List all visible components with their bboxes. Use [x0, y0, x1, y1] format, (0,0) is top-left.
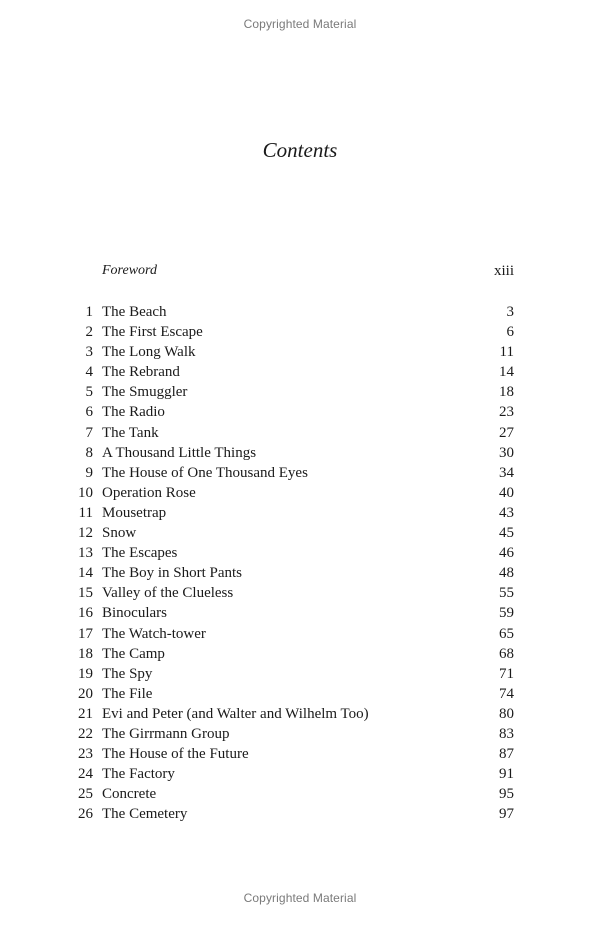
page-title: Contents	[262, 138, 338, 162]
toc-chapter-row[interactable]	[70, 443, 514, 463]
chapter-page-number: 97	[499, 806, 514, 823]
chapter-number: 9	[85, 464, 93, 481]
chapter-title: Concrete	[102, 786, 157, 803]
chapter-title: Binoculars	[102, 605, 167, 622]
chapter-page-number: 65	[499, 625, 514, 642]
chapter-title: The House of the Future	[102, 746, 249, 763]
chapter-number: 7	[85, 424, 93, 441]
chapter-title: The Spy	[102, 665, 153, 682]
toc-chapter-row[interactable]	[70, 724, 514, 744]
foreword-label: Foreword	[102, 263, 157, 278]
chapter-number: 11	[78, 504, 93, 521]
chapter-number: 20	[78, 685, 93, 702]
toc-chapter-row[interactable]	[70, 583, 514, 603]
chapter-page-number: 68	[499, 645, 514, 662]
chapter-title: The Beach	[102, 304, 167, 320]
toc-chapter-row[interactable]	[70, 744, 514, 764]
chapter-title: Mousetrap	[102, 504, 167, 521]
chapter-page-number: 80	[499, 705, 514, 722]
chapter-title: The File	[102, 685, 153, 702]
toc-chapter-row[interactable]	[70, 503, 514, 523]
chapter-title: The Cemetery	[102, 806, 188, 823]
chapter-page-number: 74	[499, 685, 514, 702]
chapter-page-number: 71	[499, 665, 514, 682]
toc-chapter-row[interactable]	[70, 543, 514, 563]
copyright-watermark-bottom: Copyrighted Material	[243, 891, 357, 905]
chapter-number: 21	[78, 705, 93, 722]
toc-chapter-row[interactable]	[70, 322, 514, 342]
chapter-number: 10	[78, 484, 93, 501]
chapter-number: 13	[78, 545, 93, 562]
chapter-title: The Long Walk	[102, 344, 196, 361]
chapter-number: 17	[78, 625, 93, 642]
chapter-title: Snow	[102, 525, 137, 542]
chapter-title: The Factory	[102, 766, 175, 783]
toc-chapter-row[interactable]	[70, 523, 514, 543]
chapter-page-number: 27	[499, 424, 514, 441]
foreword-entry[interactable]	[102, 263, 514, 283]
chapter-title: The Girrmann Group	[102, 725, 230, 742]
chapter-title: Evi and Peter (and Walter and Wilhelm Too)	[102, 705, 369, 722]
chapter-number: 15	[78, 585, 93, 602]
toc-chapter-row[interactable]	[70, 644, 514, 664]
toc-chapter-row[interactable]	[70, 382, 514, 402]
chapter-page-number: 91	[499, 766, 514, 783]
chapter-page-number: 23	[499, 404, 514, 421]
toc-chapter-row[interactable]	[70, 342, 514, 362]
toc-chapter-row[interactable]	[70, 603, 514, 623]
chapter-page-number: 83	[499, 725, 514, 742]
toc-chapter-row[interactable]	[70, 664, 514, 684]
chapter-number: 26	[78, 806, 93, 823]
chapter-title: The Tank	[102, 424, 159, 441]
chapter-page-number: 46	[499, 545, 514, 562]
chapter-page-number: 87	[499, 746, 514, 763]
toc-chapter-row[interactable]	[70, 362, 514, 382]
chapter-number: 14	[78, 565, 93, 582]
foreword-page-number: xiii	[493, 263, 514, 279]
chapter-page-number: 55	[499, 585, 514, 602]
chapter-page-number: 40	[499, 484, 514, 501]
chapter-page-number: 18	[499, 384, 514, 401]
chapter-title: The Escapes	[102, 545, 178, 562]
chapter-page-number: 45	[499, 525, 514, 542]
chapter-number: 12	[78, 525, 93, 542]
chapter-number: 19	[78, 665, 93, 682]
chapter-page-number: 6	[506, 324, 514, 341]
copyright-watermark-top: Copyrighted Material	[243, 17, 357, 31]
table-of-contents	[70, 302, 514, 824]
chapter-page-number: 43	[499, 504, 514, 521]
chapter-title: The Rebrand	[102, 364, 180, 381]
toc-chapter-row[interactable]	[70, 302, 514, 322]
toc-chapter-row[interactable]	[70, 684, 514, 704]
toc-chapter-row[interactable]	[70, 463, 514, 483]
chapter-page-number: 59	[499, 605, 514, 622]
chapter-number: 4	[85, 364, 93, 381]
chapter-title: Operation Rose	[102, 484, 196, 501]
chapter-number: 6	[85, 404, 93, 421]
toc-chapter-row[interactable]	[70, 704, 514, 724]
chapter-title: The Radio	[102, 404, 165, 421]
chapter-title: A Thousand Little Things	[102, 444, 257, 461]
chapter-page-number: 48	[499, 565, 514, 582]
chapter-page-number: 34	[499, 464, 514, 481]
chapter-page-number: 95	[499, 786, 514, 803]
chapter-number: 3	[85, 344, 93, 361]
chapter-page-number: 30	[499, 444, 514, 461]
chapter-title: Valley of the Clueless	[102, 585, 234, 602]
chapter-number: 2	[85, 324, 93, 341]
chapter-page-number: 11	[499, 344, 514, 361]
chapter-title: The First Escape	[102, 324, 203, 341]
chapter-number: 22	[78, 725, 93, 742]
chapter-title: The Smuggler	[102, 384, 188, 401]
chapter-title: The House of One Thousand Eyes	[102, 464, 308, 481]
chapter-number: 24	[78, 766, 93, 783]
toc-chapter-row[interactable]	[70, 784, 514, 804]
chapter-title: The Camp	[102, 645, 165, 662]
chapter-number: 18	[78, 645, 93, 662]
toc-chapter-row[interactable]	[70, 563, 514, 583]
chapter-number: 16	[78, 605, 93, 622]
chapter-number: 8	[85, 444, 93, 461]
chapter-page-number: 14	[499, 364, 514, 381]
chapter-title: The Boy in Short Pants	[102, 565, 243, 582]
chapter-page-number: 3	[506, 304, 514, 320]
chapter-title: The Watch-tower	[102, 625, 206, 642]
chapter-number: 5	[85, 384, 93, 401]
chapter-number: 25	[78, 786, 93, 803]
toc-chapter-row[interactable]	[70, 423, 514, 443]
toc-chapter-row[interactable]	[70, 402, 514, 422]
toc-chapter-row[interactable]	[70, 764, 514, 784]
chapter-number: 1	[85, 304, 93, 320]
chapter-number: 23	[78, 746, 93, 763]
toc-chapter-row[interactable]	[70, 624, 514, 644]
toc-chapter-row[interactable]	[70, 483, 514, 503]
toc-chapter-row[interactable]	[70, 804, 514, 824]
